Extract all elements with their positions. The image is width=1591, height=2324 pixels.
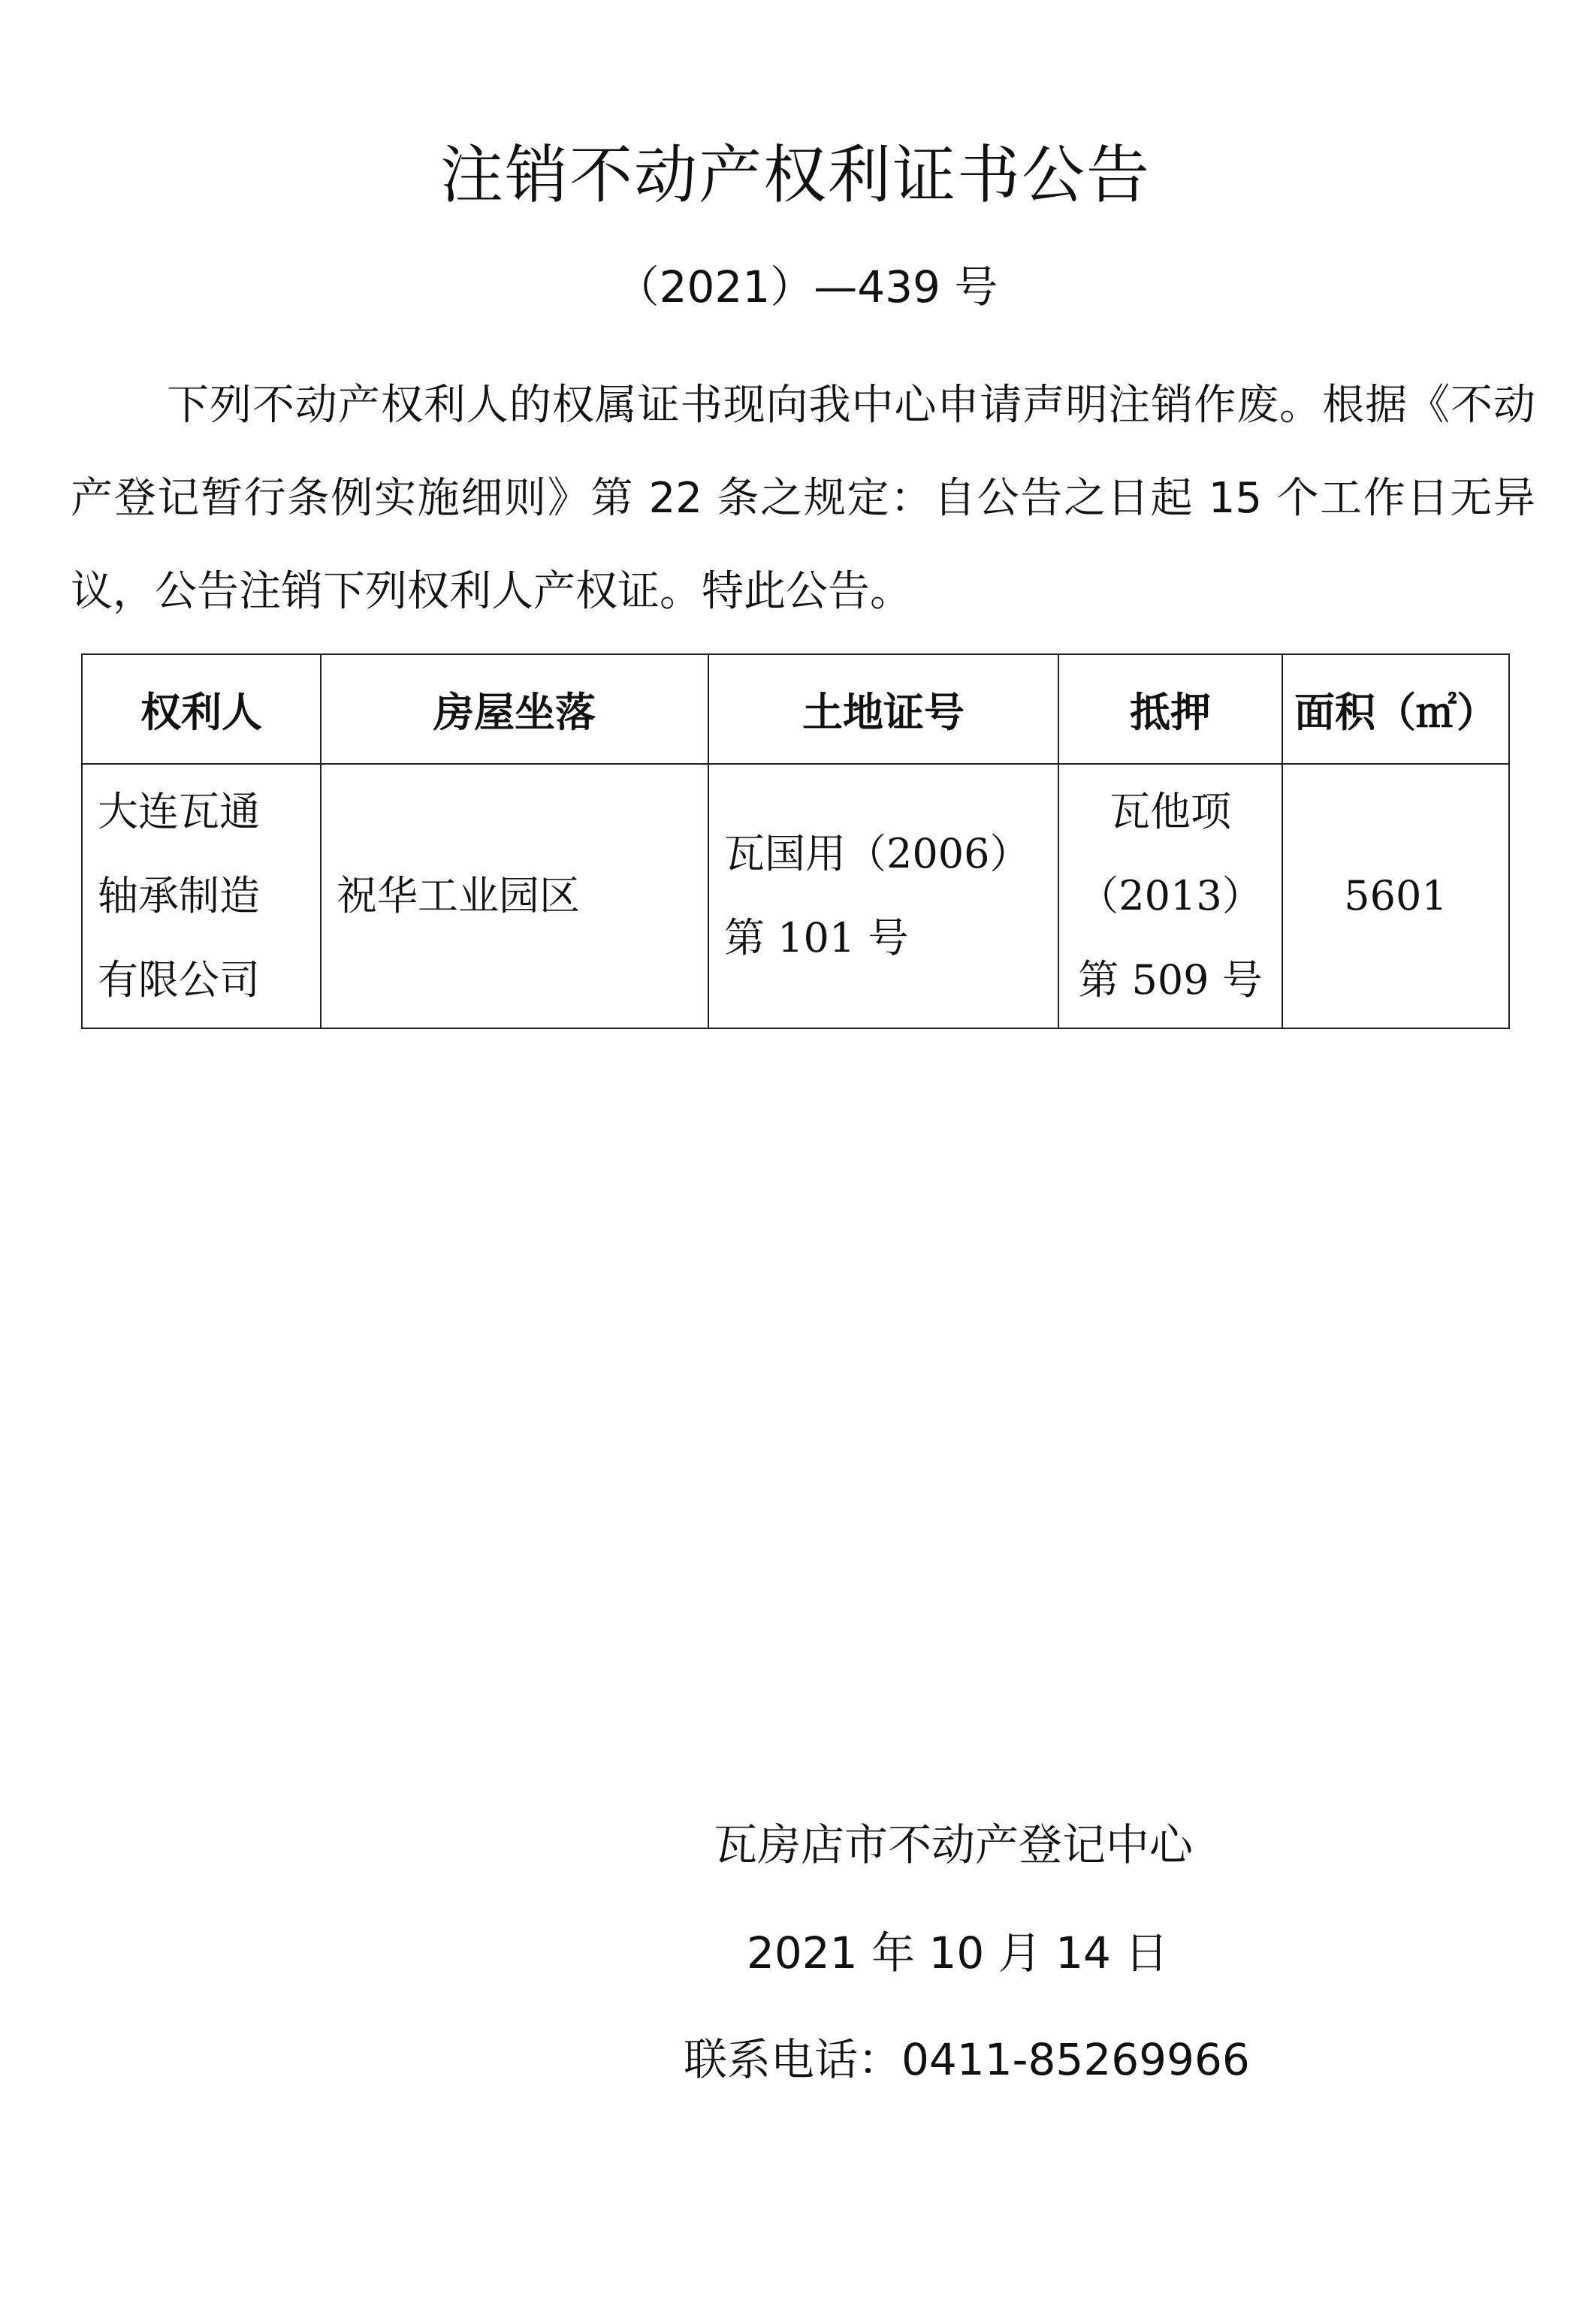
contact-phone: 联系电话：0411-85269966 <box>684 2034 1250 2085</box>
header-location: 房屋坐落 <box>321 654 708 764</box>
mortgage-line: 瓦他项 <box>1109 788 1231 835</box>
certificate-table <box>81 653 1510 1029</box>
issuing-organization: 瓦房店市不动产登记中心 <box>714 1819 1194 1870</box>
cell-area: 5601 <box>1282 764 1509 1028</box>
header-owner: 权利人 <box>82 654 321 764</box>
cell-location: 祝华工业园区 <box>321 764 708 1028</box>
owner-line: 有限公司 <box>98 956 260 1004</box>
cell-land-cert <box>708 764 1058 1028</box>
notice-number: （2021）—439 号 <box>615 261 998 312</box>
land-cert-line: 瓦国用（2006） <box>724 830 1031 877</box>
header-mortgage: 抵押 <box>1058 654 1282 764</box>
header-land-cert: 土地证号 <box>708 654 1058 764</box>
notice-title: 注销不动产权利证书公告 <box>439 138 1151 212</box>
issue-date: 2021 年 10 月 14 日 <box>747 1927 1169 1978</box>
table-row <box>82 764 1509 1028</box>
mortgage-line: （2013） <box>1078 872 1263 919</box>
land-cert-line: 第 101 号 <box>724 914 909 961</box>
cell-owner <box>82 764 321 1028</box>
cell-mortgage <box>1058 764 1282 1028</box>
notice-body: 下列不动产权利人的权属证书现向我中心申请声明注销作废。根据《不动产登记暂行条例实施细则》第 22 条之规定：自公告之日起 15 个工作日无异议，公告注销下列权利人产权证。特此公告。 <box>71 381 1535 616</box>
owner-line: 轴承制造 <box>98 872 260 919</box>
table-header-row <box>82 654 1509 764</box>
owner-line: 大连瓦通 <box>98 788 260 835</box>
header-area: 面积（㎡） <box>1282 654 1509 764</box>
mortgage-line: 第 509 号 <box>1078 956 1263 1004</box>
